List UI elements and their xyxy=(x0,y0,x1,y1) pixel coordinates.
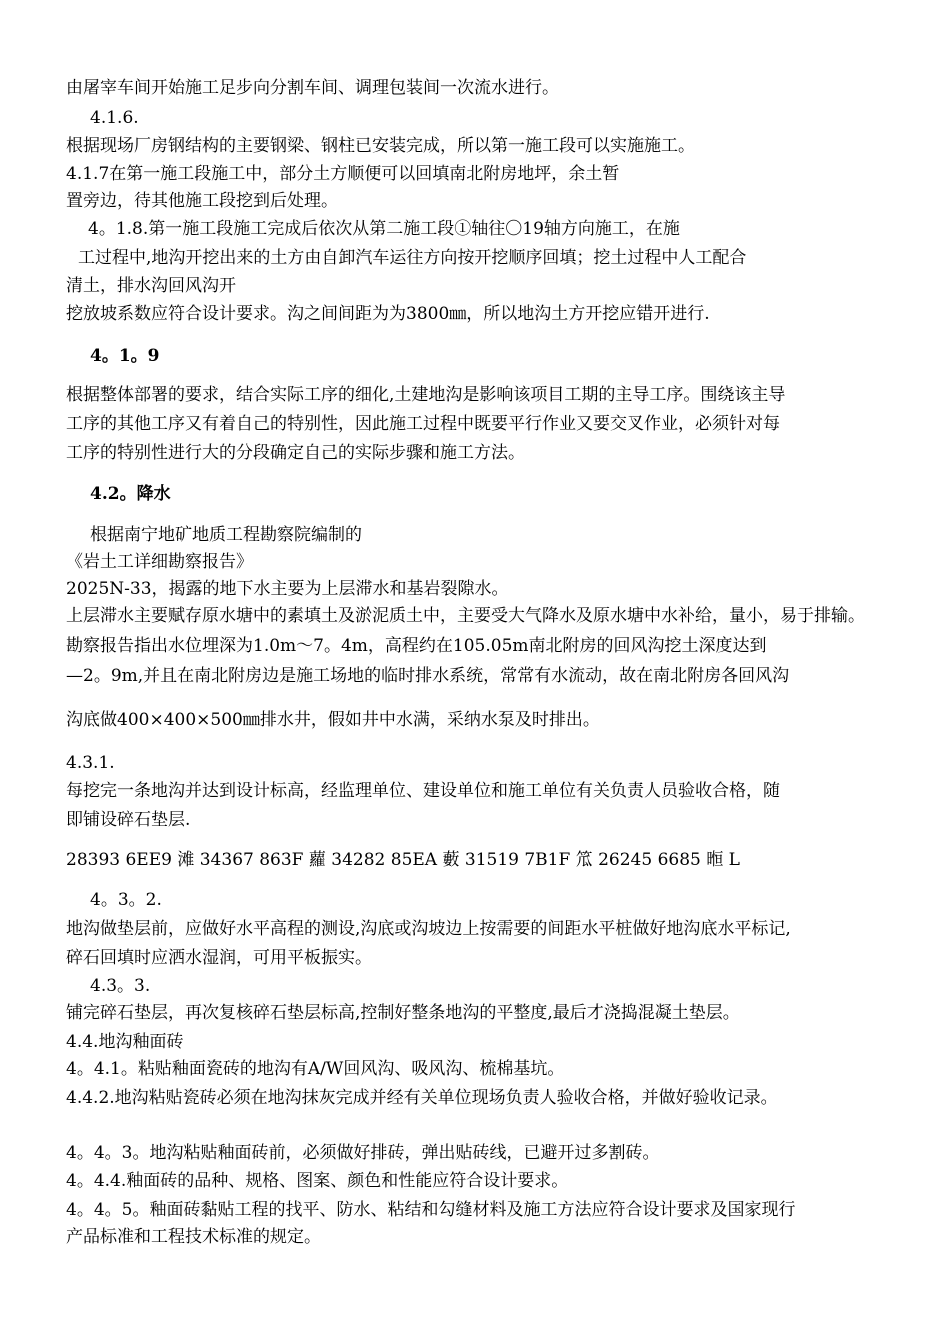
text-line: 沟底做400×400×500㎜排水井，假如井中水满，采纳水泵及时排出。 xyxy=(66,710,600,730)
text-line: 《岩土工详细勘察报告》 xyxy=(66,552,253,572)
text-line: 4。4。5。釉面砖黏贴工程的找平、防水、粘结和勾缝材料及施工方法应符合设计要求及国家现行 xyxy=(66,1200,796,1220)
text-line: 清土，排水沟回风沟开 xyxy=(66,276,236,296)
text-line: 勘察报告指出水位埋深为1.0m～7。4m，高程约在105.05m南北附房的回风沟挖土深度达到 xyxy=(66,636,767,656)
text-line: 即铺设碎石垫层. xyxy=(66,810,191,830)
section-number: 4。3。2. xyxy=(90,890,162,910)
section-number: 4.3.1. xyxy=(66,753,115,773)
section-heading: 4.2。降水 xyxy=(90,484,171,504)
text-line: 每挖完一条地沟并达到设计标高，经监理单位、建设单位和施工单位有关负责人员验收合格，随 xyxy=(66,781,780,801)
text-line: 根据南宁地矿地质工程勘察院编制的 xyxy=(90,525,362,545)
text-line: 4.4.2.地沟粘贴瓷砖必须在地沟抹灰完成并经有关单位现场负责人验收合格，并做好验收记录。 xyxy=(66,1088,778,1108)
text-line: 由屠宰车间开始施工足步向分割车间、调理包装间一次流水进行。 xyxy=(66,78,559,98)
text-line: 2025N-33，揭露的地下水主要为上层滞水和基岩裂隙水。 xyxy=(66,579,509,599)
text-line: 地沟做垫层前，应做好水平高程的测设,沟底或沟坡边上按需要的间距水平桩做好地沟底水平标记, xyxy=(66,919,791,939)
text-line: 碎石回填时应洒水湿润，可用平板振实。 xyxy=(66,948,372,968)
text-line: 根据现场厂房钢结构的主要钢梁、钢柱已安装完成，所以第一施工段可以实施施工。 xyxy=(66,136,695,156)
section-number: 4。1。9 xyxy=(90,346,160,366)
text-line: 工过程中,地沟开挖出来的土方由自卸汽车运往方向按开挖顺序回填；挖土过程中人工配合 xyxy=(78,248,747,268)
text-line: 置旁边，待其他施工段挖到后处理。 xyxy=(66,191,338,211)
text-line: 工序的其他工序又有着自己的特别性，因此施工过程中既要平行作业又要交叉作业，必须针对每 xyxy=(66,414,780,434)
code-line: 28393 6EE9 滩 34367 863F 蘿 34282 85EA 藪 31519 7B1F 笟 26245 6685 暅 L xyxy=(66,850,740,870)
text-line: 挖放坡系数应符合设计要求。沟之间间距为为3800㎜，所以地沟土方开挖应错开进行. xyxy=(66,304,710,324)
text-line: 4。4.1。粘贴釉面瓷砖的地沟有A/W回风沟、吸风沟、梳棉基坑。 xyxy=(66,1059,565,1079)
section-number: 4.3。3. xyxy=(90,976,151,996)
section-heading: 4.4.地沟釉面砖 xyxy=(66,1032,184,1052)
text-line: 上层滞水主要赋存原水塘中的素填土及淤泥质土中，主要受大气降水及原水塘中水补给，量小，易于排输。 xyxy=(66,606,865,626)
text-line: 工序的特别性进行大的分段确定自己的实际步骤和施工方法。 xyxy=(66,443,525,463)
section-number: 4.1.6. xyxy=(90,108,139,128)
text-line: 4。1.8.第一施工段施工完成后依次从第二施工段①轴往〇19轴方向施工，在施 xyxy=(88,219,680,239)
text-line: 4。4。3。地沟粘贴釉面砖前，必须做好排砖，弹出贴砖线，已避开过多割砖。 xyxy=(66,1143,660,1163)
text-line: —2。9m,并且在南北附房边是施工场地的临时排水系统，常常有水流动，故在南北附房各回风沟 xyxy=(66,666,790,686)
text-line: 4。4.4.釉面砖的品种、规格、图案、颜色和性能应符合设计要求。 xyxy=(66,1171,569,1191)
text-line: 根据整体部署的要求，结合实际工序的细化,土建地沟是影响该项目工期的主导工序。围绕该主导 xyxy=(66,385,786,405)
text-line: 4.1.7在第一施工段施工中，部分土方顺便可以回填南北附房地坪，余土暂 xyxy=(66,164,620,184)
text-line: 铺完碎石垫层，再次复核碎石垫层标高,控制好整条地沟的平整度,最后才浇捣混凝土垫层。 xyxy=(66,1003,740,1023)
text-line: 产品标准和工程技术标准的规定。 xyxy=(66,1227,321,1247)
